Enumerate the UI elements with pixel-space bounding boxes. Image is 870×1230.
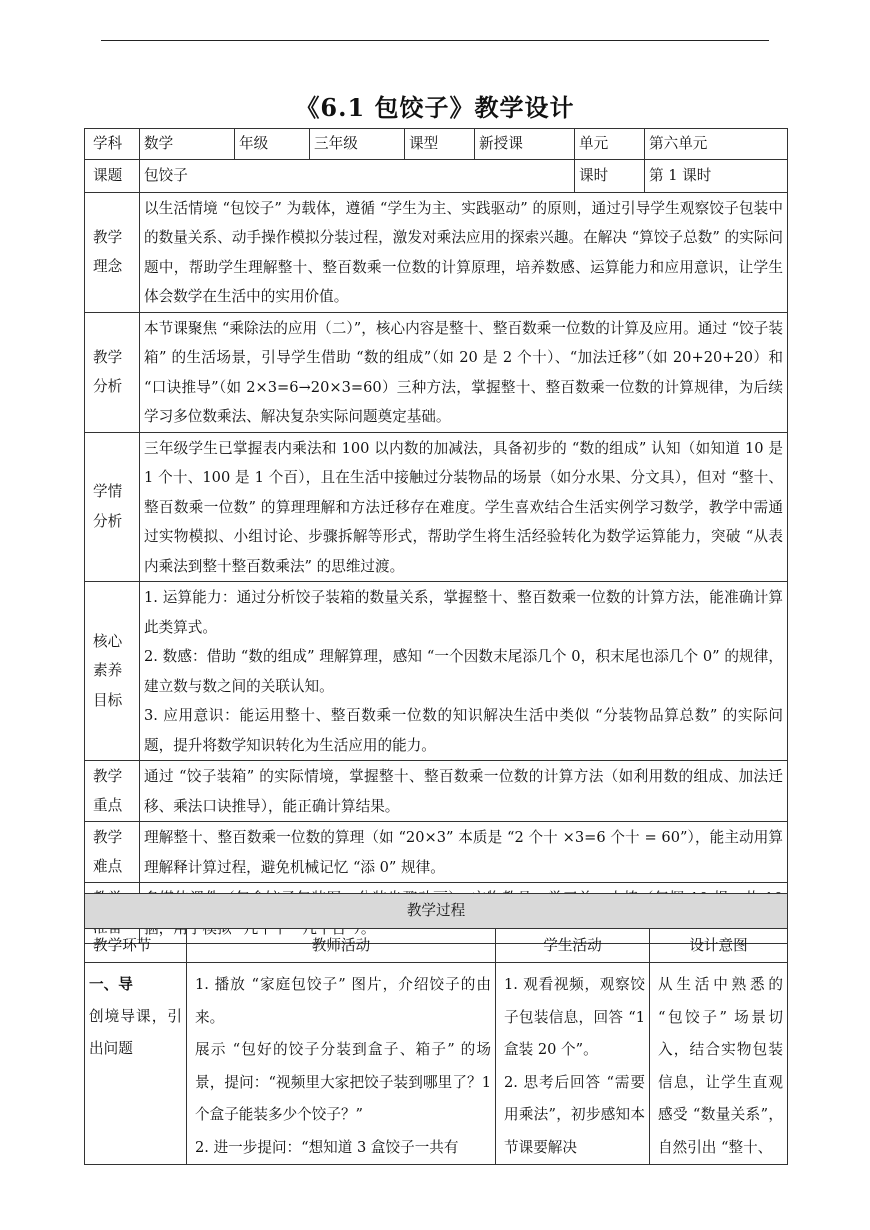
learner-label-2: 分析 (93, 512, 123, 530)
key-row (85, 761, 788, 822)
difficulty-label (85, 822, 140, 883)
key-text: 通过 “饺子装箱” 的实际情境，掌握整十、整百数乘一位数的计算方法（如利用数的组成、加法迁移、乘法口诀推导），能正确计算结果。 (140, 761, 788, 822)
key-label (85, 761, 140, 822)
goal-item: 1. 运算能力：通过分析饺子装箱的数量关系，掌握整十、整百数乘一位数的计算方法，能准确计算此类算式。 (144, 589, 783, 636)
analysis-label (85, 312, 140, 432)
process-row (85, 963, 788, 1165)
concept-label (85, 192, 140, 312)
goals-label (85, 582, 140, 761)
period-label: 课时 (575, 159, 645, 192)
info-row (85, 129, 788, 160)
concept-text: 以生活情境 “包饺子” 为载体，遵循 “学生为主、实践驱动” 的原则，通过引导学生观察饺子包装中的数量关系、动手操作模拟分装过程，激发对乘法应用的探索兴趣。在解决 “算饺子总数” 的实际问题中，帮助学生理解整十、整百数乘一位数的计算原理，培养数感、运算能力和应用意识，让学生体会数学在生活中的实用价值。 (140, 192, 788, 312)
column-teacher: 教师活动 (187, 929, 496, 963)
goals-label-1: 核心 (93, 632, 123, 650)
teacher-activity-item: 展示 “包好的饺子分装到盒子、箱子” 的场景，提问：“视频里大家把饺子装到哪里了？1 个盒子能装多少个饺子？” (195, 1041, 491, 1123)
process-columns-row (85, 929, 788, 963)
difficulty-label-1: 教学 (93, 828, 123, 846)
type-label: 课型 (405, 129, 475, 160)
difficulty-label-2: 难点 (93, 858, 123, 875)
document-title: 《6.1 包饺子》教学设计 (295, 93, 575, 122)
process-table (84, 893, 788, 1165)
grade-value: 三年级 (310, 129, 405, 160)
stage-desc: 创境导课，引出问题 (89, 1008, 182, 1057)
key-label-2: 重点 (93, 797, 123, 814)
analysis-row (85, 312, 788, 432)
column-stage: 教学环节 (85, 929, 187, 963)
goals-row (85, 582, 788, 761)
subject-value: 数学 (140, 129, 235, 160)
goals-text (140, 582, 788, 761)
student-activity-item: 1. 观看视频，观察饺子包装信息，回答 “1 盒装 20 个”。 (504, 976, 645, 1058)
goals-label-3: 目标 (93, 691, 123, 709)
teacher-activity (187, 963, 496, 1165)
process-header: 教学过程 (85, 894, 788, 929)
goals-label-2: 素养 (93, 662, 123, 680)
concept-label-1: 教学 (93, 228, 123, 246)
topic-value: 包饺子 (140, 159, 575, 192)
analysis-text: 本节课聚焦 “乘除法的应用（二）”，核心内容是整十、整百数乘一位数的计算及应用。通过 “饺子装箱” 的生活场景，引导学生借助 “数的组成”（如 20 是 2 个十）、“加法迁移”（如 20+20+20）和 “口诀推导”（如 2×3=6→20×3=60）三种方法，掌握整十、整百数乘一位数的计算规律，为后续学习多位数乘法、解决复杂实际问题奠定基础。 (140, 312, 788, 432)
learner-label-1: 学情 (93, 483, 123, 501)
key-label-1: 教学 (93, 767, 123, 785)
difficulty-row (85, 822, 788, 883)
learner-label (85, 432, 140, 582)
type-value: 新授课 (475, 129, 575, 160)
column-student: 学生活动 (496, 929, 650, 963)
period-value: 第 1 课时 (645, 159, 788, 192)
grade-label: 年级 (235, 129, 310, 160)
unit-value: 第六单元 (645, 129, 788, 160)
student-activity (496, 963, 650, 1165)
teacher-activity-item: 1. 播放 “家庭包饺子” 图片，介绍饺子的由来。 (195, 976, 491, 1026)
difficulty-text: 理解整十、整百数乘一位数的算理（如 “20×3” 本质是 “2 个十 ×3=6 个十 = 60”），能主动用算理解释计算过程，避免机械记忆 “添 0” 规律。 (140, 822, 788, 883)
lesson-plan-table (84, 128, 788, 944)
learner-text: 三年级学生已掌握表内乘法和 100 以内数的加减法，具备初步的 “数的组成” 认知（如知道 10 是 1 个十、100 是 1 个百），且在生活中接触过分装物品的场景（如分水果、分文具），但对 “整十、整百数乘一位数” 的算理理解和方法迁移存在难度。学生喜欢结合生活实例学习数学，教学中需通过实物模拟、小组讨论、步骤拆解等形式，帮助学生将生活经验转化为数学运算能力，突破 “从表内乘法到整十整百数乘法” 的思维过渡。 (140, 432, 788, 582)
analysis-label-1: 教学 (93, 348, 123, 366)
student-activity-item: 2. 思考后回答 “需要用乘法”，初步感知本节课要解决 (504, 1073, 645, 1156)
topic-row (85, 159, 788, 192)
column-intent: 设计意图 (650, 929, 788, 963)
learner-row (85, 432, 788, 582)
unit-label: 单元 (575, 129, 645, 160)
subject-label: 学科 (85, 129, 140, 160)
goal-item: 2. 数感：借助 “数的组成” 理解算理，感知 “一个因数末尾添几个 0，积末尾也添几个 0” 的规律，建立数与数之间的关联认知。 (144, 648, 783, 695)
header-rule (101, 40, 769, 41)
stage-title: 一、导 (89, 976, 133, 993)
analysis-label-2: 分析 (93, 378, 123, 395)
stage-cell (85, 963, 187, 1165)
topic-label: 课题 (85, 159, 140, 192)
concept-label-2: 理念 (93, 258, 123, 275)
design-intent: 从生活中熟悉的 “包饺子” 场景切入，结合实物包装信息，让学生直观感受 “数量关系”，自然引出 “整十、 (650, 963, 788, 1165)
concept-row (85, 192, 788, 312)
goal-item: 3. 应用意识：能运用整十、整百数乘一位数的知识解决生活中类似 “分装物品算总数” 的实际问题，提升将数学知识转化为生活应用的能力。 (144, 707, 783, 754)
process-header-row (85, 894, 788, 929)
teacher-activity-item: 2. 进一步提问：“想知道 3 盒饺子一共有 (195, 1138, 459, 1156)
